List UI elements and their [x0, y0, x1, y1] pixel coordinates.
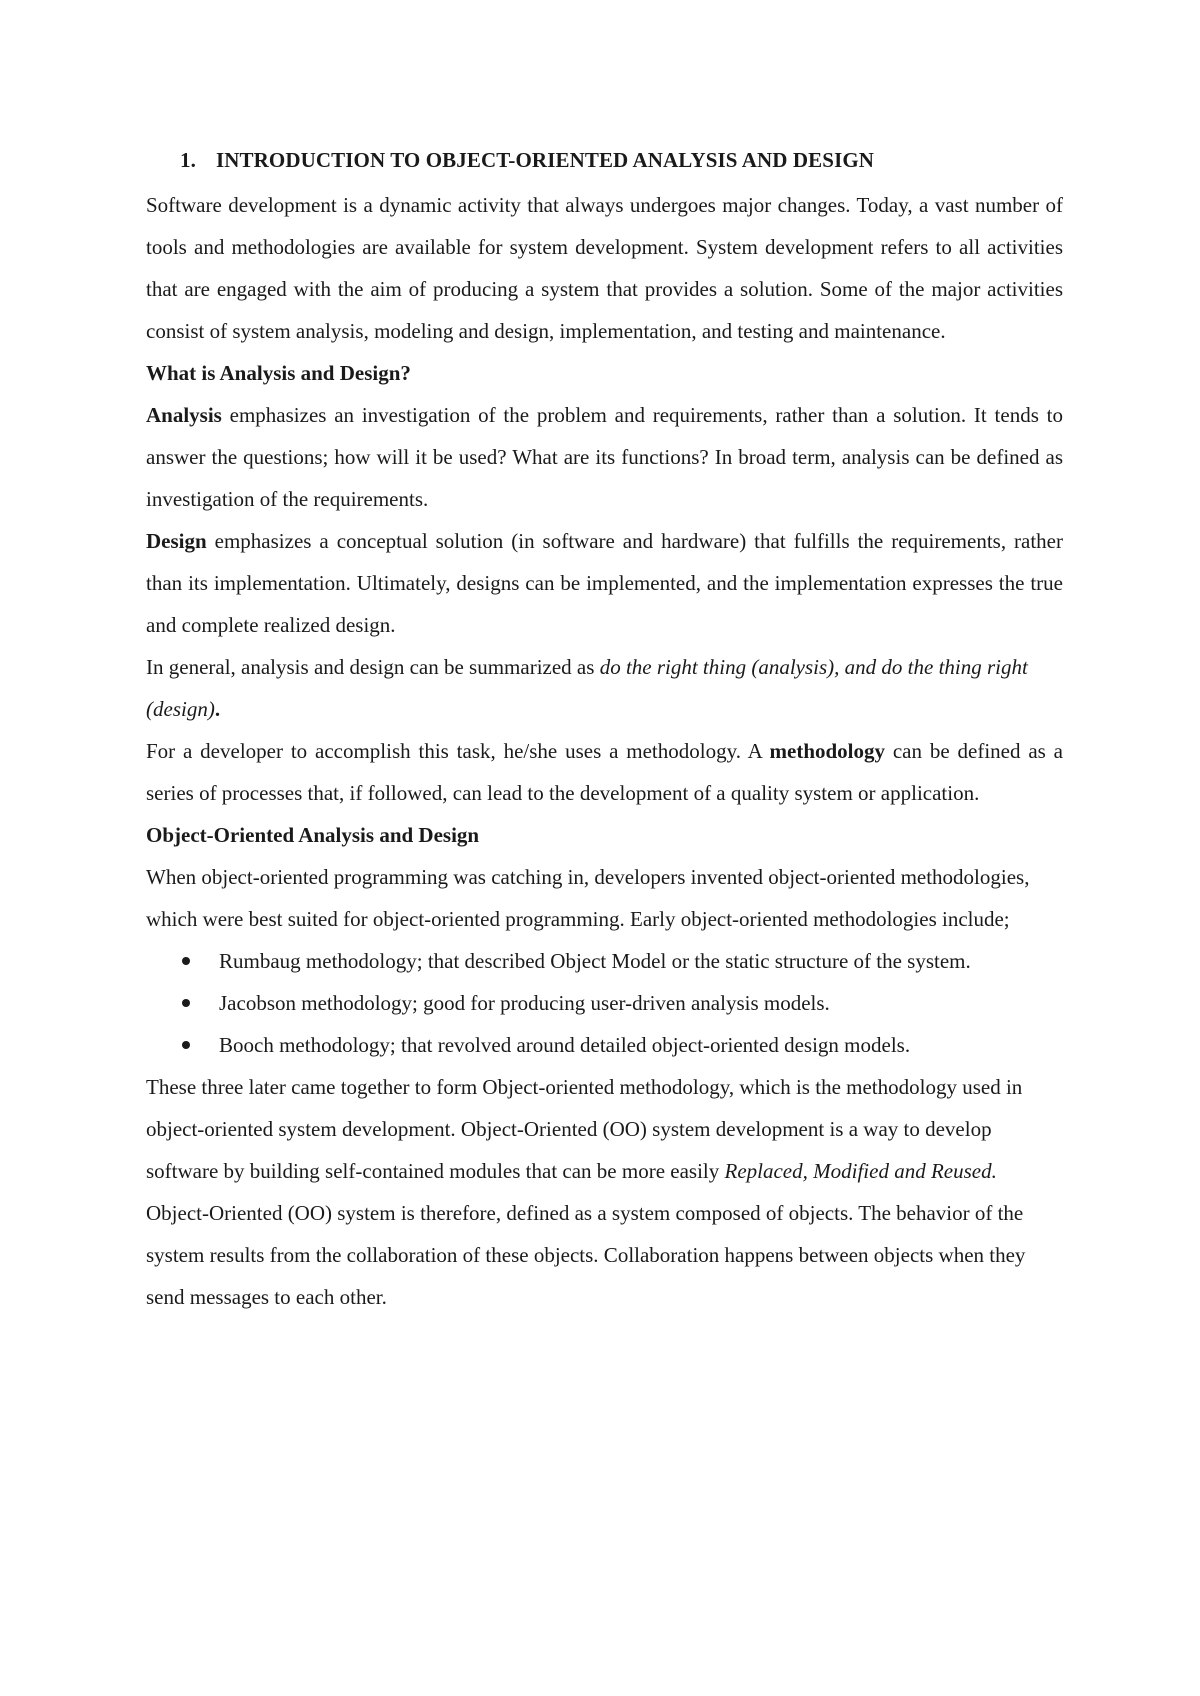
methodology-list: [146, 940, 1063, 1066]
closing-italic: Replaced, Modified and Reused.: [724, 1159, 997, 1183]
methodology-term: methodology: [769, 739, 886, 763]
analysis-paragraph: [146, 394, 1063, 520]
list-item: [146, 1024, 1063, 1066]
analysis-text: emphasizes an investigation of the problem and requirements, rather than a solution. It tends to answer the questions; how will it be used? What are its functions? In broad term, analysis can be defined as investigation of the requirements.: [146, 403, 1063, 511]
bullet-icon: [182, 999, 190, 1007]
section-title: INTRODUCTION TO OBJECT-ORIENTED ANALYSIS AND DESIGN: [216, 148, 875, 172]
closing-paragraph: [146, 1066, 1063, 1318]
list-item-text: Jacobson methodology; good for producing user-driven analysis models.: [219, 991, 830, 1015]
methodology-text: can be defined as a series of processes that, if followed, can lead to the development of a quality system or application.: [146, 739, 1063, 805]
bullet-icon: [182, 1041, 190, 1049]
design-term: Design: [146, 529, 207, 553]
closing-text: Object-Oriented (OO) system is therefore, defined as a system composed of objects. The behavior of the system results from the collaboration of these objects. Collaboration happens between objects when they send messages to each other.: [146, 1201, 1026, 1309]
summary-paragraph: [146, 646, 1063, 730]
bullet-icon: [182, 957, 190, 965]
summary-prefix: In general, analysis and design can be summarized as: [146, 655, 600, 679]
design-paragraph: [146, 520, 1063, 646]
closing-prefix: These three later came together to form Object-oriented methodology, which is the methodology used in object-oriented system development. Object-Oriented (OO) system development is a way to develop software by building self-contained modules that can be more easily: [146, 1075, 1023, 1183]
section-number: 1.: [180, 148, 196, 172]
list-item: [146, 940, 1063, 982]
what-is-heading: What is Analysis and Design?: [146, 361, 411, 385]
summary-end: .: [214, 697, 221, 721]
list-item: [146, 982, 1063, 1024]
intro-paragraph: Software development is a dynamic activity that always undergoes major changes. Today, a vast number of tools and methodologies are available for system development. System development refers to all activities that are engaged with the aim of producing a system that provides a solution. Some of the major activities consist of system analysis, modeling and design, implementation, and testing and maintenance.: [146, 193, 1063, 343]
list-item-text: Rumbaug methodology; that described Object Model or the static structure of the system.: [219, 949, 971, 973]
ooad-intro-paragraph: When object-oriented programming was catching in, developers invented object-oriented methodologies, which were best suited for object-oriented programming. Early object-oriented methodologies include;: [146, 865, 1030, 931]
analysis-term: Analysis: [146, 403, 222, 427]
design-text: emphasizes a conceptual solution (in software and hardware) that fulfills the requirements, rather than its implementation. Ultimately, designs can be implemented, and the implementation expresses the true and complete realized design.: [146, 529, 1063, 637]
summary-italic: do the right thing (analysis), and do the thing right (design): [146, 655, 1028, 721]
ooad-heading: Object-Oriented Analysis and Design: [146, 823, 480, 847]
section-heading: [146, 142, 1063, 178]
list-item-text: Booch methodology; that revolved around detailed object-oriented design models.: [219, 1033, 911, 1057]
methodology-prefix: For a developer to accomplish this task, he/she uses a methodology. A: [146, 739, 770, 763]
methodology-paragraph: [146, 730, 1063, 814]
